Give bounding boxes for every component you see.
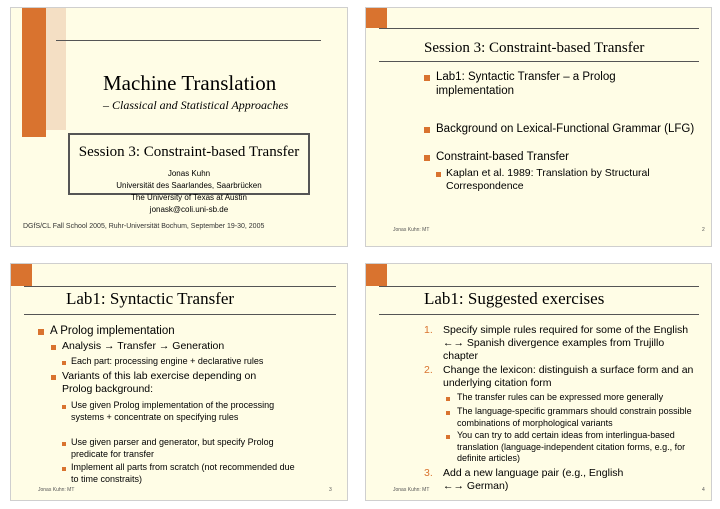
slide3-page-number: 3 bbox=[329, 487, 332, 493]
slide-2 bbox=[365, 7, 712, 247]
slide-1 bbox=[10, 7, 348, 247]
slide1-title: Machine Translation bbox=[103, 71, 277, 95]
bullet-square-tiny bbox=[62, 442, 66, 446]
slide4-page-number: 4 bbox=[702, 487, 705, 493]
slide4-footer: Jonas Kuhn: MT bbox=[393, 487, 430, 493]
slide3-title: Lab1: Syntactic Transfer bbox=[66, 289, 235, 308]
slide-3 bbox=[10, 263, 348, 501]
bullet-square-tiny bbox=[446, 397, 450, 401]
affiliation-1: Universität des Saarlandes, Saarbrücken bbox=[116, 181, 262, 190]
bullet-square bbox=[424, 155, 430, 161]
bullet-square bbox=[424, 127, 430, 133]
bullet-square-small bbox=[51, 345, 56, 350]
title-rule-top bbox=[379, 28, 699, 29]
slide2-footer: Jonas Kuhn: MT bbox=[393, 227, 430, 233]
orange-bar-top bbox=[22, 8, 46, 130]
bullet-square-tiny bbox=[62, 405, 66, 409]
slide-4 bbox=[365, 263, 712, 501]
slide4-exercise-2: Change the lexicon: distinguish a surface form and an underlying citation form bbox=[443, 364, 694, 389]
slide2-bullet-1: Lab1: Syntactic Transfer – a Prolog implementation bbox=[436, 71, 616, 97]
bullet-square-tiny bbox=[62, 467, 66, 471]
title-rule bbox=[56, 40, 321, 41]
title-rule-top bbox=[379, 286, 699, 287]
session-title: Session 3: Constraint-based Transfer bbox=[78, 144, 300, 160]
bullet-square-tiny bbox=[62, 361, 66, 365]
slide1-subtitle: – Classical and Statistical Approaches bbox=[103, 98, 289, 112]
title-rule-top bbox=[24, 286, 336, 287]
slide3-bullet-1b1: Use given Prolog implementation of the processing systems + concentrate on specifying rules bbox=[71, 400, 275, 422]
slide4-exercise-1: Specify simple rules required for some of the English ←→ Spanish divergence examples from Trujillo chapter bbox=[443, 324, 689, 362]
slide4-exercise-2c: You can try to add certain ideas from interlingua-based translation (language-independent citation forms, e.g., for definite articles) bbox=[457, 430, 686, 463]
slide3-bullet-1b3: Implement all parts from scratch (not recommended due to time constraits) bbox=[71, 462, 295, 484]
bullet-square bbox=[38, 329, 44, 335]
affiliation-2: The University of Texas at Austin bbox=[131, 193, 247, 202]
bullet-square-small bbox=[51, 375, 56, 380]
bullet-square-tiny bbox=[446, 411, 450, 415]
slide4-exercise-2a: The transfer rules can be expressed more generally bbox=[457, 392, 664, 402]
exercise-number-3: 3. bbox=[424, 467, 433, 479]
slide2-bullet-3a: Kaplan et al. 1989: Translation by Structural Correspondence bbox=[446, 167, 650, 192]
title-rule-bottom bbox=[24, 314, 336, 315]
slide2-bullet-2: Background on Lexical-Functional Grammar (LFG) bbox=[436, 123, 695, 135]
author-block bbox=[68, 168, 310, 216]
slide1-footer: DGfS/CL Fall School 2005, Ruhr-Universität Bochum, September 19-30, 2005 bbox=[23, 223, 265, 230]
title-rule-bottom bbox=[379, 61, 699, 62]
slide3-bullet-1a: Analysis → Transfer → Generation bbox=[62, 340, 225, 352]
slide4-title: Lab1: Suggested exercises bbox=[424, 289, 605, 308]
bullet-square bbox=[424, 75, 430, 81]
light-bar bbox=[46, 8, 66, 130]
bullet-square-tiny bbox=[446, 435, 450, 439]
slide2-page-number: 2 bbox=[702, 227, 705, 233]
orange-bar-top bbox=[366, 264, 387, 286]
title-rule-bottom bbox=[379, 314, 699, 315]
slide3-footer: Jonas Kuhn: MT bbox=[38, 487, 75, 493]
orange-bar-mid bbox=[22, 130, 46, 137]
author-email: jonask@coli.uni-sb.de bbox=[149, 205, 229, 214]
orange-bar-top bbox=[11, 264, 32, 286]
slide2-bullet-3: Constraint-based Transfer bbox=[436, 151, 569, 163]
slide4-exercise-3: Add a new language pair (e.g., English ←→ German) bbox=[443, 467, 624, 492]
slide2-title: Session 3: Constraint-based Transfer bbox=[424, 40, 645, 56]
exercise-number-2: 2. bbox=[424, 364, 433, 376]
slide4-exercise-2b: The language-specific grammars should constrain possible combinations of morphological variants bbox=[457, 406, 692, 428]
slide3-bullet-1: A Prolog implementation bbox=[50, 325, 175, 337]
exercise-number-1: 1. bbox=[424, 324, 433, 336]
slide3-bullet-1b2: Use given parser and generator, but specify Prolog predicate for transfer bbox=[71, 437, 274, 459]
slide3-bullet-1a1: Each part: processing engine + declarative rules bbox=[71, 356, 264, 366]
author-name: Jonas Kuhn bbox=[167, 169, 211, 178]
bullet-square-small bbox=[436, 172, 441, 177]
orange-bar-top bbox=[366, 8, 387, 28]
slide3-bullet-1b: Variants of this lab exercise depending on Prolog background: bbox=[62, 370, 257, 395]
